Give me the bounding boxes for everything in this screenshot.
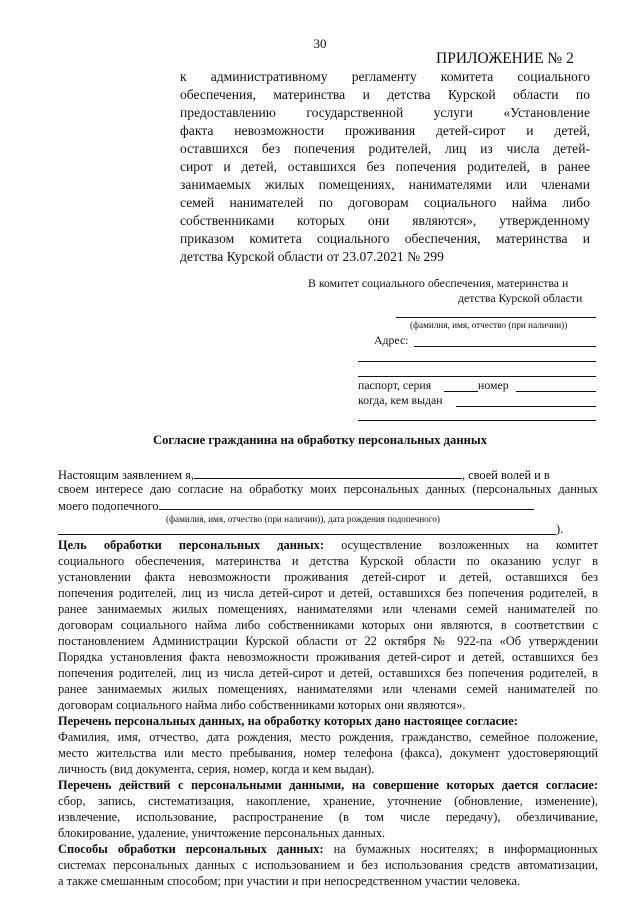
purpose-line: социального обеспечения, материнства и детства Курской области по оказанию услуг в <box>58 554 598 568</box>
data-list-line: место жительства или место пребывания, номер телефона (факса), документ удостоверяющий <box>58 746 598 760</box>
appendix-line: занимаемых жилых помещениях, нанимателями или членами <box>180 177 590 192</box>
appendix-title: ПРИЛОЖЕНИЕ № 2 <box>436 50 574 67</box>
purpose-line: ранее занимаемых жилых помещениях, нанимателями или членами семей нанимателей по <box>58 602 598 616</box>
methods-first: на бумажных носителях; в информационных <box>333 842 598 856</box>
applicant-name-field[interactable] <box>194 466 462 479</box>
page-number: 30 <box>313 36 327 51</box>
purpose-line: попечения родителей, лиц из числа детей-сирот и детей, оставшихся без попечения родителей, в <box>58 666 598 680</box>
data-list-line: личность (вид документа, серия, номер, когда и кем выдан). <box>58 762 375 776</box>
fio-field[interactable] <box>396 317 596 318</box>
appendix-line: собственниками которых они являются», утвержденному <box>180 213 590 228</box>
data-list-line: Фамилия, имя, отчество, дата рождения, место рождения, гражданство, семейное положение, <box>58 730 598 744</box>
address-label: Адрес: <box>374 333 409 347</box>
intro-line-2: своем интересе даю согласие на обработку моих персональных данных (персональных данных <box>58 482 598 496</box>
appendix-line: к административному регламенту комитета социального <box>180 69 590 84</box>
appendix-line: детства Курской области от 23.07.2021 № 299 <box>180 249 444 264</box>
appendix-line: сирот и детей, оставшихся без попечения родителей, в ранее <box>180 159 590 174</box>
actions-label: Перечень действий с персональными данными, на совершение которых дается согласие: <box>58 778 598 792</box>
address-field-3[interactable] <box>358 376 596 377</box>
purpose-first: осуществление возложенных на комитет <box>341 538 598 552</box>
address-field-2[interactable] <box>358 361 596 362</box>
intro-text-b: , своей волей и в <box>461 468 550 482</box>
intro-line-3 <box>58 497 598 515</box>
purpose-line: ранее занимаемых жилых помещениях, нанимателями или членами семей нанимателей по <box>58 682 598 696</box>
appendix-line: семей нанимателей по договорам социального найма либо <box>180 195 590 210</box>
methods-line: системах персональных данных с использованием и без использования средств автоматизации, <box>58 858 598 872</box>
purpose-line: попечения родителей, лиц из числа детей-сирот и детей, оставшихся без попечения родителей, в <box>58 586 598 600</box>
ward-caption: (фамилия, имя, отчество (при наличии)), дата рождения подопечного) <box>166 514 440 524</box>
appendix-line: обеспечения, материнства и детства Курской области по <box>180 87 590 102</box>
appendix-line: предоставлению государственной услуги «Установление <box>180 105 590 120</box>
issued-by-field[interactable] <box>456 406 596 407</box>
purpose-label: Цель обработки персональных данных: <box>58 538 324 552</box>
ward-close: ). <box>556 522 564 536</box>
purpose-line: договорам социального найма либо собственниками которых они являются». <box>58 698 466 712</box>
appendix-line: факта невозможности проживания детей-сирот и детей, <box>180 123 590 138</box>
ward-label: моего подопечного <box>58 499 159 513</box>
methods-label: Способы обработки персональных данных: <box>58 842 324 856</box>
purpose-line-1 <box>58 538 598 554</box>
actions-line: блокирование, удаление, уничтожение персональных данных. <box>58 826 386 840</box>
purpose-line: постановлением Администрации Курской области от 22 октября № 922-па «Об утверждении <box>58 634 598 648</box>
addressee-line-2: детства Курской области <box>458 291 583 305</box>
issued-by-field-2[interactable] <box>358 420 596 421</box>
appendix-line: приказом комитета социального обеспечения, материнства и <box>180 231 590 246</box>
passport-series-label: паспорт, серия <box>358 378 432 392</box>
ward-name-field[interactable] <box>159 497 534 510</box>
fio-caption: (фамилия, имя, отчество (при наличии)) <box>410 320 568 330</box>
passport-number-field[interactable] <box>516 391 596 392</box>
purpose-line: Порядка установления факта невозможности проживания детей-сирот и детей, оставшихся без <box>58 650 598 664</box>
purpose-line: договорам социального найма либо собственниками которых они являются, в соответствии с <box>58 618 598 632</box>
data-list-label: Перечень персональных данных, на обработку которых дано настоящее согласие: <box>58 714 518 728</box>
methods-line: а также смешанным способом; при участии и при непосредственном участии человека. <box>58 874 521 888</box>
addressee-line-1: В комитет социального обеспечения, материнства и <box>308 276 569 290</box>
ward-details-field[interactable] <box>58 534 556 535</box>
purpose-line: установлении факта невозможности проживания детей-сирот и детей, оставшихся без <box>58 570 598 584</box>
consent-title: Согласие гражданина на обработку персональных данных <box>153 433 487 447</box>
address-field[interactable] <box>414 346 596 347</box>
intro-text-a: Настоящим заявлением я, <box>58 468 194 482</box>
passport-number-label: номер <box>478 378 509 392</box>
appendix-line: оставшихся без попечения родителей, лиц из числа детей- <box>180 141 590 156</box>
issued-by-label: когда, кем выдан <box>358 393 443 407</box>
methods-line-1 <box>58 842 598 858</box>
actions-line: сбор, запись, систематизация, накопление, хранение, уточнение (обновление, изменение), <box>58 794 598 808</box>
passport-series-field[interactable] <box>444 391 478 392</box>
actions-line: извлечение, использование, распространение (в том числе передачу), обезличивание, <box>58 810 598 824</box>
